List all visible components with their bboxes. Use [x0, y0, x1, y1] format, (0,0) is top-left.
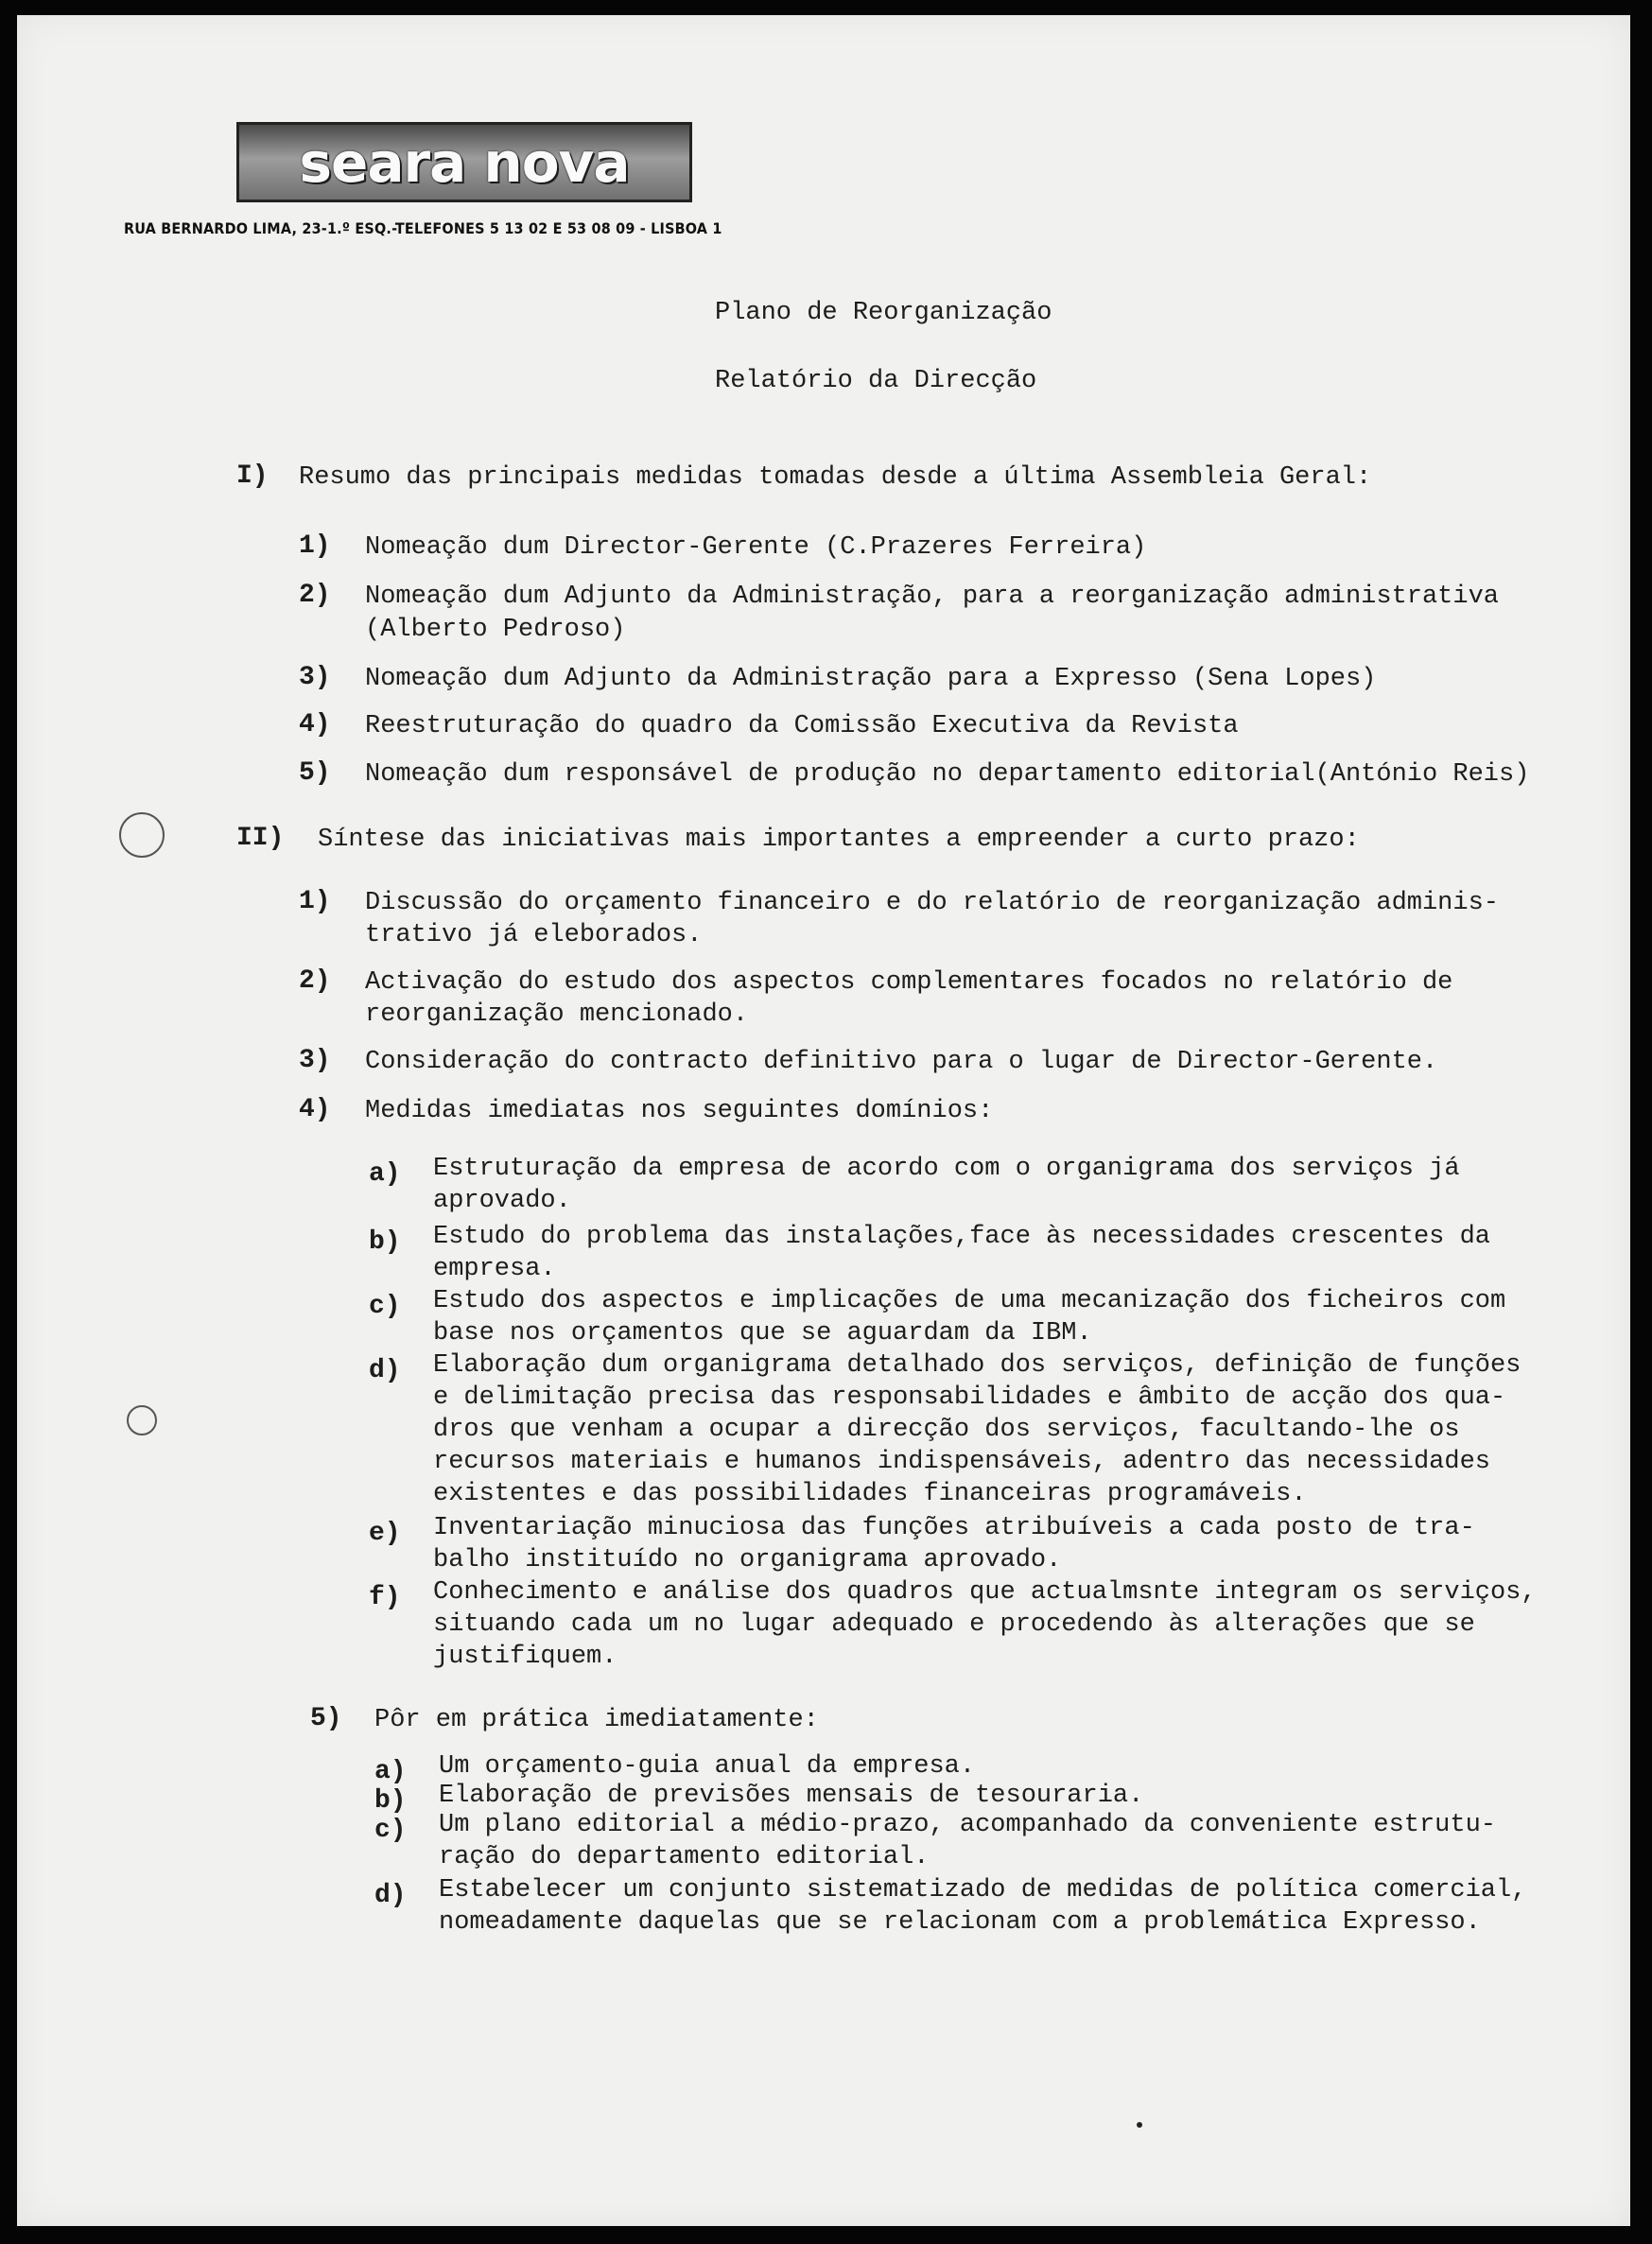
s2-4-d-line: existentes e das possibilidades financeiras programáveis. [433, 1480, 1307, 1508]
s1-item-5-num: 5) [299, 758, 331, 788]
s2-item-3-num: 3) [299, 1046, 331, 1075]
s2-item-2-line: Activação do estudo dos aspectos complementares focados no relatório de [365, 968, 1453, 997]
s2-5-c-line: Um plano editorial a médio-prazo, acompanhado da conveniente estrutu- [439, 1811, 1496, 1839]
s2-5-a-line: Um orçamento-guia anual da empresa. [439, 1752, 976, 1781]
s2-4-b-line: Estudo do problema das instalações,face às necessidades crescentes da [433, 1223, 1490, 1251]
s1-item-1-line: Nomeação dum Director-Gerente (C.Prazeres Ferreira) [365, 533, 1147, 562]
s1-item-5-line: Nomeação dum responsável de produção no departamento editorial(António Reis) [365, 760, 1530, 789]
s2-4-d-line: recursos materiais e humanos indispensáveis, adentro das necessidades [433, 1448, 1490, 1476]
s2-4-d-line: e delimitação precisa das responsabilidades e âmbito de acção dos qua- [433, 1383, 1506, 1412]
s2-4-f-line: justifiquem. [433, 1643, 617, 1671]
s2-4-c-line: base nos orçamentos que se aguardam da IBM. [433, 1319, 1092, 1348]
section-2-heading: Síntese das iniciativas mais importantes a empreender a curto prazo: [318, 826, 1360, 854]
s2-4-a-line: Estruturação da empresa de acordo com o organigrama dos serviços já [433, 1155, 1460, 1183]
s2-5-c-line: ração do departamento editorial. [439, 1843, 930, 1871]
letterhead-address: RUA BERNARDO LIMA, 23-1.º ESQ.-TELEFONES 5 13 02 E 53 08 09 - LISBOA 1 [124, 219, 722, 237]
seara-nova-logo [236, 122, 692, 202]
s1-item-2-line: Nomeação dum Adjunto da Administração, para a reorganização administrativa [365, 583, 1499, 611]
s1-item-3-line: Nomeação dum Adjunto da Administração para a Expresso (Sena Lopes) [365, 665, 1377, 693]
s2-5-c-num: c) [374, 1816, 407, 1845]
s2-4-b-num: b) [369, 1227, 401, 1257]
s2-item-5-line: Pôr em prática imediatamente: [374, 1706, 819, 1734]
s2-4-e-line: Inventariação minuciosa das funções atribuíveis a cada posto de tra- [433, 1514, 1475, 1542]
ink-dot-mark [1137, 2122, 1142, 2128]
s2-4-f-num: f) [369, 1583, 401, 1612]
s2-4-c-line: Estudo dos aspectos e implicações de uma mecanização dos ficheiros com [433, 1287, 1506, 1315]
s2-4-c-num: c) [369, 1292, 401, 1321]
s2-4-a-num: a) [369, 1159, 401, 1189]
s2-5-b-num: b) [374, 1786, 407, 1816]
s1-item-4-num: 4) [299, 710, 331, 739]
s2-item-5-num: 5) [310, 1704, 342, 1733]
s2-4-b-line: empresa. [433, 1255, 556, 1283]
s1-item-2-line: (Alberto Pedroso) [365, 616, 626, 644]
s2-item-1-line: Discussão do orçamento financeiro e do relatório de reorganização adminis- [365, 889, 1499, 917]
s2-4-e-line: balho instituído no organigrama aprovado. [433, 1546, 1062, 1574]
s2-4-d-num: d) [369, 1356, 401, 1385]
document-subtitle: Relatório da Direcção [715, 367, 1037, 395]
document-title: Plano de Reorganização [715, 299, 1052, 327]
s2-4-d-line: dros que venham a ocupar a direcção dos serviços, facultando-lhe os [433, 1416, 1460, 1444]
s1-item-3-num: 3) [299, 663, 331, 692]
s2-5-d-num: d) [374, 1881, 407, 1910]
s2-item-1-num: 1) [299, 887, 331, 916]
s2-5-b-line: Elaboração de previsões mensais de tesouraria. [439, 1782, 1144, 1810]
document-page [17, 15, 1630, 2226]
s2-item-2-line: reorganização mencionado. [365, 1000, 749, 1029]
s1-item-4-line: Reestruturação do quadro da Comissão Executiva da Revista [365, 712, 1239, 740]
s2-5-a-num: a) [374, 1757, 407, 1786]
logo-text: seara nova [299, 130, 630, 195]
s2-item-1-line: trativo já eleborados. [365, 921, 703, 949]
s2-item-2-num: 2) [299, 966, 331, 996]
section-2-numeral: II) [236, 824, 285, 853]
s2-4-f-line: situando cada um no lugar adequado e procedendo às alterações que se [433, 1610, 1475, 1639]
punch-hole-mark [119, 812, 165, 858]
punch-hole-mark [127, 1405, 157, 1435]
s1-item-1-num: 1) [299, 531, 331, 561]
s2-4-e-num: e) [369, 1519, 401, 1548]
s2-item-4-line: Medidas imediatas nos seguintes domínios: [365, 1097, 994, 1125]
s2-5-d-line: Estabelecer um conjunto sistematizado de medidas de política comercial, [439, 1876, 1527, 1905]
section-1-numeral: I) [236, 461, 269, 491]
s2-4-a-line: aprovado. [433, 1187, 571, 1215]
s1-item-2-num: 2) [299, 581, 331, 610]
s2-item-4-num: 4) [299, 1095, 331, 1124]
s2-item-3-line: Consideração do contracto definitivo para o lugar de Director-Gerente. [365, 1048, 1438, 1076]
s2-4-f-line: Conhecimento e análise dos quadros que actualmsnte integram os serviços, [433, 1578, 1537, 1607]
s2-5-d-line: nomeadamente daquelas que se relacionam com a problemática Expresso. [439, 1908, 1481, 1937]
section-1-heading: Resumo das principais medidas tomadas desde a última Assembleia Geral: [299, 463, 1372, 492]
s2-4-d-line: Elaboração dum organigrama detalhado dos serviços, definição de funções [433, 1351, 1522, 1380]
